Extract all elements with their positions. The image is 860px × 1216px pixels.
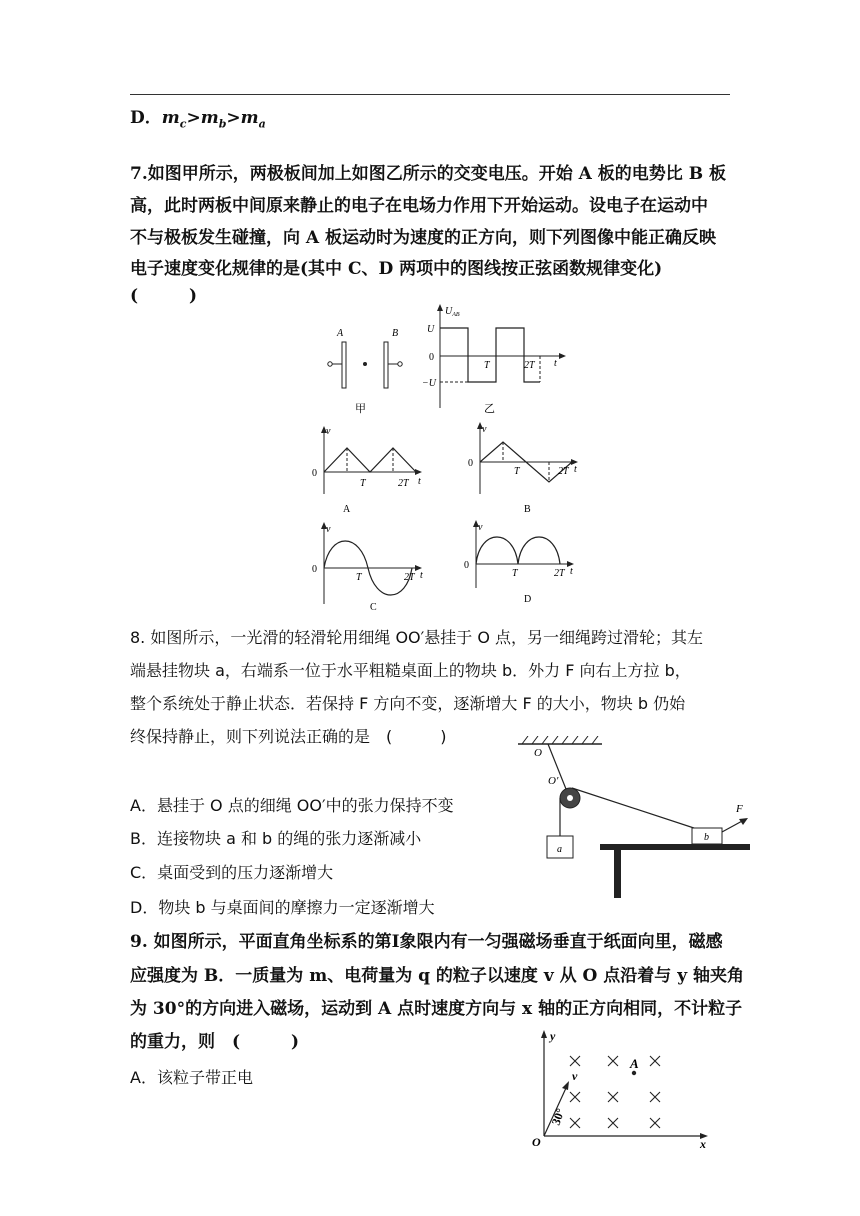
q7-line-3: 不与极板发生碰撞，向 A 板运动时为速度的正方向，则下列图像中能正确反映	[130, 228, 717, 248]
svg-text:t: t	[554, 358, 557, 369]
q8-line-4: 终保持静止，则下列说法正确的是 ( )	[130, 727, 447, 746]
prev-option-d: D．$m_c>m_b>m_a$	[130, 108, 266, 131]
svg-text:−U: −U	[422, 378, 436, 389]
svg-text:v: v	[326, 524, 331, 535]
svg-text:v: v	[326, 426, 331, 437]
svg-text:v: v	[572, 1069, 578, 1083]
svg-text:0: 0	[429, 352, 434, 363]
figure-yi	[420, 302, 570, 418]
svg-text:O′: O′	[548, 775, 559, 787]
svg-text:T: T	[512, 568, 518, 579]
graph-b	[466, 420, 586, 516]
svg-text:T: T	[484, 360, 490, 371]
point-a	[632, 1071, 636, 1075]
q8-line-1: 8. 如图所示，一光滑的轻滑轮用细绳 OO′悬挂于 O 点，另一细绳跨过滑轮；其左	[130, 628, 704, 647]
q8-line-3: 整个系统处于静止状态．若保持 F 方向不变，逐渐增大 F 的大小，物块 b 仍始	[130, 694, 686, 713]
q7-line-4: 电子速度变化规律的是(其中 C、D 两项中的图线按正弦函数规律变化)	[130, 259, 663, 279]
q8-option-b: B．连接物块 a 和 b 的绳的张力逐渐减小	[130, 829, 422, 848]
q7-line-5: ( )	[130, 286, 198, 306]
q8-option-c: C．桌面受到的压力逐渐增大	[130, 863, 334, 882]
q8-line-2: 端悬挂物块 a，右端系一位于水平粗糙桌面上的物块 b．外力 F 向右上方拉 b，	[130, 661, 691, 680]
svg-text:A: A	[630, 1056, 639, 1071]
svg-text:y: y	[550, 1029, 556, 1043]
figure-pulley	[510, 736, 760, 902]
graph-a	[310, 420, 430, 516]
top-divider	[130, 94, 730, 95]
svg-text:2T: 2T	[554, 568, 565, 579]
svg-text:v: v	[478, 522, 483, 533]
graph-a-caption: A	[343, 504, 351, 515]
svg-text:x: x	[700, 1137, 706, 1150]
q9-option-a: A．该粒子带正电	[130, 1068, 253, 1087]
svg-text:T: T	[356, 572, 362, 583]
svg-text:30°: 30°	[548, 1106, 568, 1128]
svg-text:t: t	[418, 476, 421, 487]
q9-line-2: 应强度为 B．一质量为 m、电荷量为 q 的粒子以速度 v 从 O 点沿着与 y 轴夹角	[130, 966, 744, 986]
svg-text:T: T	[514, 466, 520, 477]
electron-dot	[363, 362, 367, 366]
svg-text:b: b	[704, 832, 709, 843]
fig-yi-caption: 乙	[484, 403, 495, 415]
graph-b-caption: B	[524, 504, 531, 515]
svg-text:0: 0	[464, 560, 469, 571]
plate-a-label: A	[337, 328, 344, 339]
q7-line-2: 高，此时两板中间原来静止的电子在电场力作用下开始运动。设电子在运动中	[130, 196, 708, 216]
fig-jia-caption: 甲	[355, 403, 366, 415]
field-crosses	[570, 1056, 660, 1128]
svg-text:t: t	[420, 570, 423, 581]
svg-text:0: 0	[312, 468, 317, 479]
q9-line-3: 为 30°的方向进入磁场，运动到 A 点时速度方向与 x 轴的正方向相同，不计粒子	[130, 999, 743, 1019]
svg-text:T: T	[360, 478, 366, 489]
figure-magnetic-field	[526, 1026, 726, 1150]
q9-line-4: 的重力，则 ( )	[130, 1032, 300, 1052]
q8-option-d: D．物块 b 与桌面间的摩擦力一定逐渐增大	[130, 898, 435, 917]
graph-c	[310, 518, 430, 614]
svg-text:v: v	[482, 424, 487, 435]
svg-text:O: O	[534, 747, 542, 759]
svg-text:2T: 2T	[404, 572, 415, 583]
table-top	[600, 844, 750, 850]
svg-text:O: O	[532, 1135, 541, 1149]
q8-option-a: A．悬挂于 O 点的细绳 OO′中的张力保持不变	[130, 796, 454, 815]
svg-text:2T: 2T	[398, 478, 409, 489]
plate-b-label: B	[392, 328, 399, 339]
svg-text:0: 0	[468, 458, 473, 469]
svg-text:F: F	[736, 803, 743, 815]
svg-text:t: t	[570, 566, 573, 577]
svg-text:2T: 2T	[524, 360, 535, 371]
svg-text:UAB: $U_{AB}$	[445, 306, 460, 318]
svg-text:t: t	[574, 464, 577, 475]
graph-d	[462, 518, 584, 614]
q9-line-1: 9. 如图所示，平面直角坐标系的第Ⅰ象限内有一匀强磁场垂直于纸面向里，磁感	[130, 932, 723, 952]
figure-jia	[322, 308, 434, 418]
graph-c-caption: C	[370, 602, 377, 613]
svg-text:2T: 2T	[558, 466, 569, 477]
q7-line-1: 7.如图甲所示，两极板间加上如图乙所示的交变电压。开始 A 板的电势比 B 板	[130, 164, 726, 184]
svg-text:a: a	[557, 844, 562, 855]
graph-d-caption: D	[524, 594, 532, 605]
svg-text:0: 0	[312, 564, 317, 575]
svg-text:U: U	[427, 324, 435, 335]
